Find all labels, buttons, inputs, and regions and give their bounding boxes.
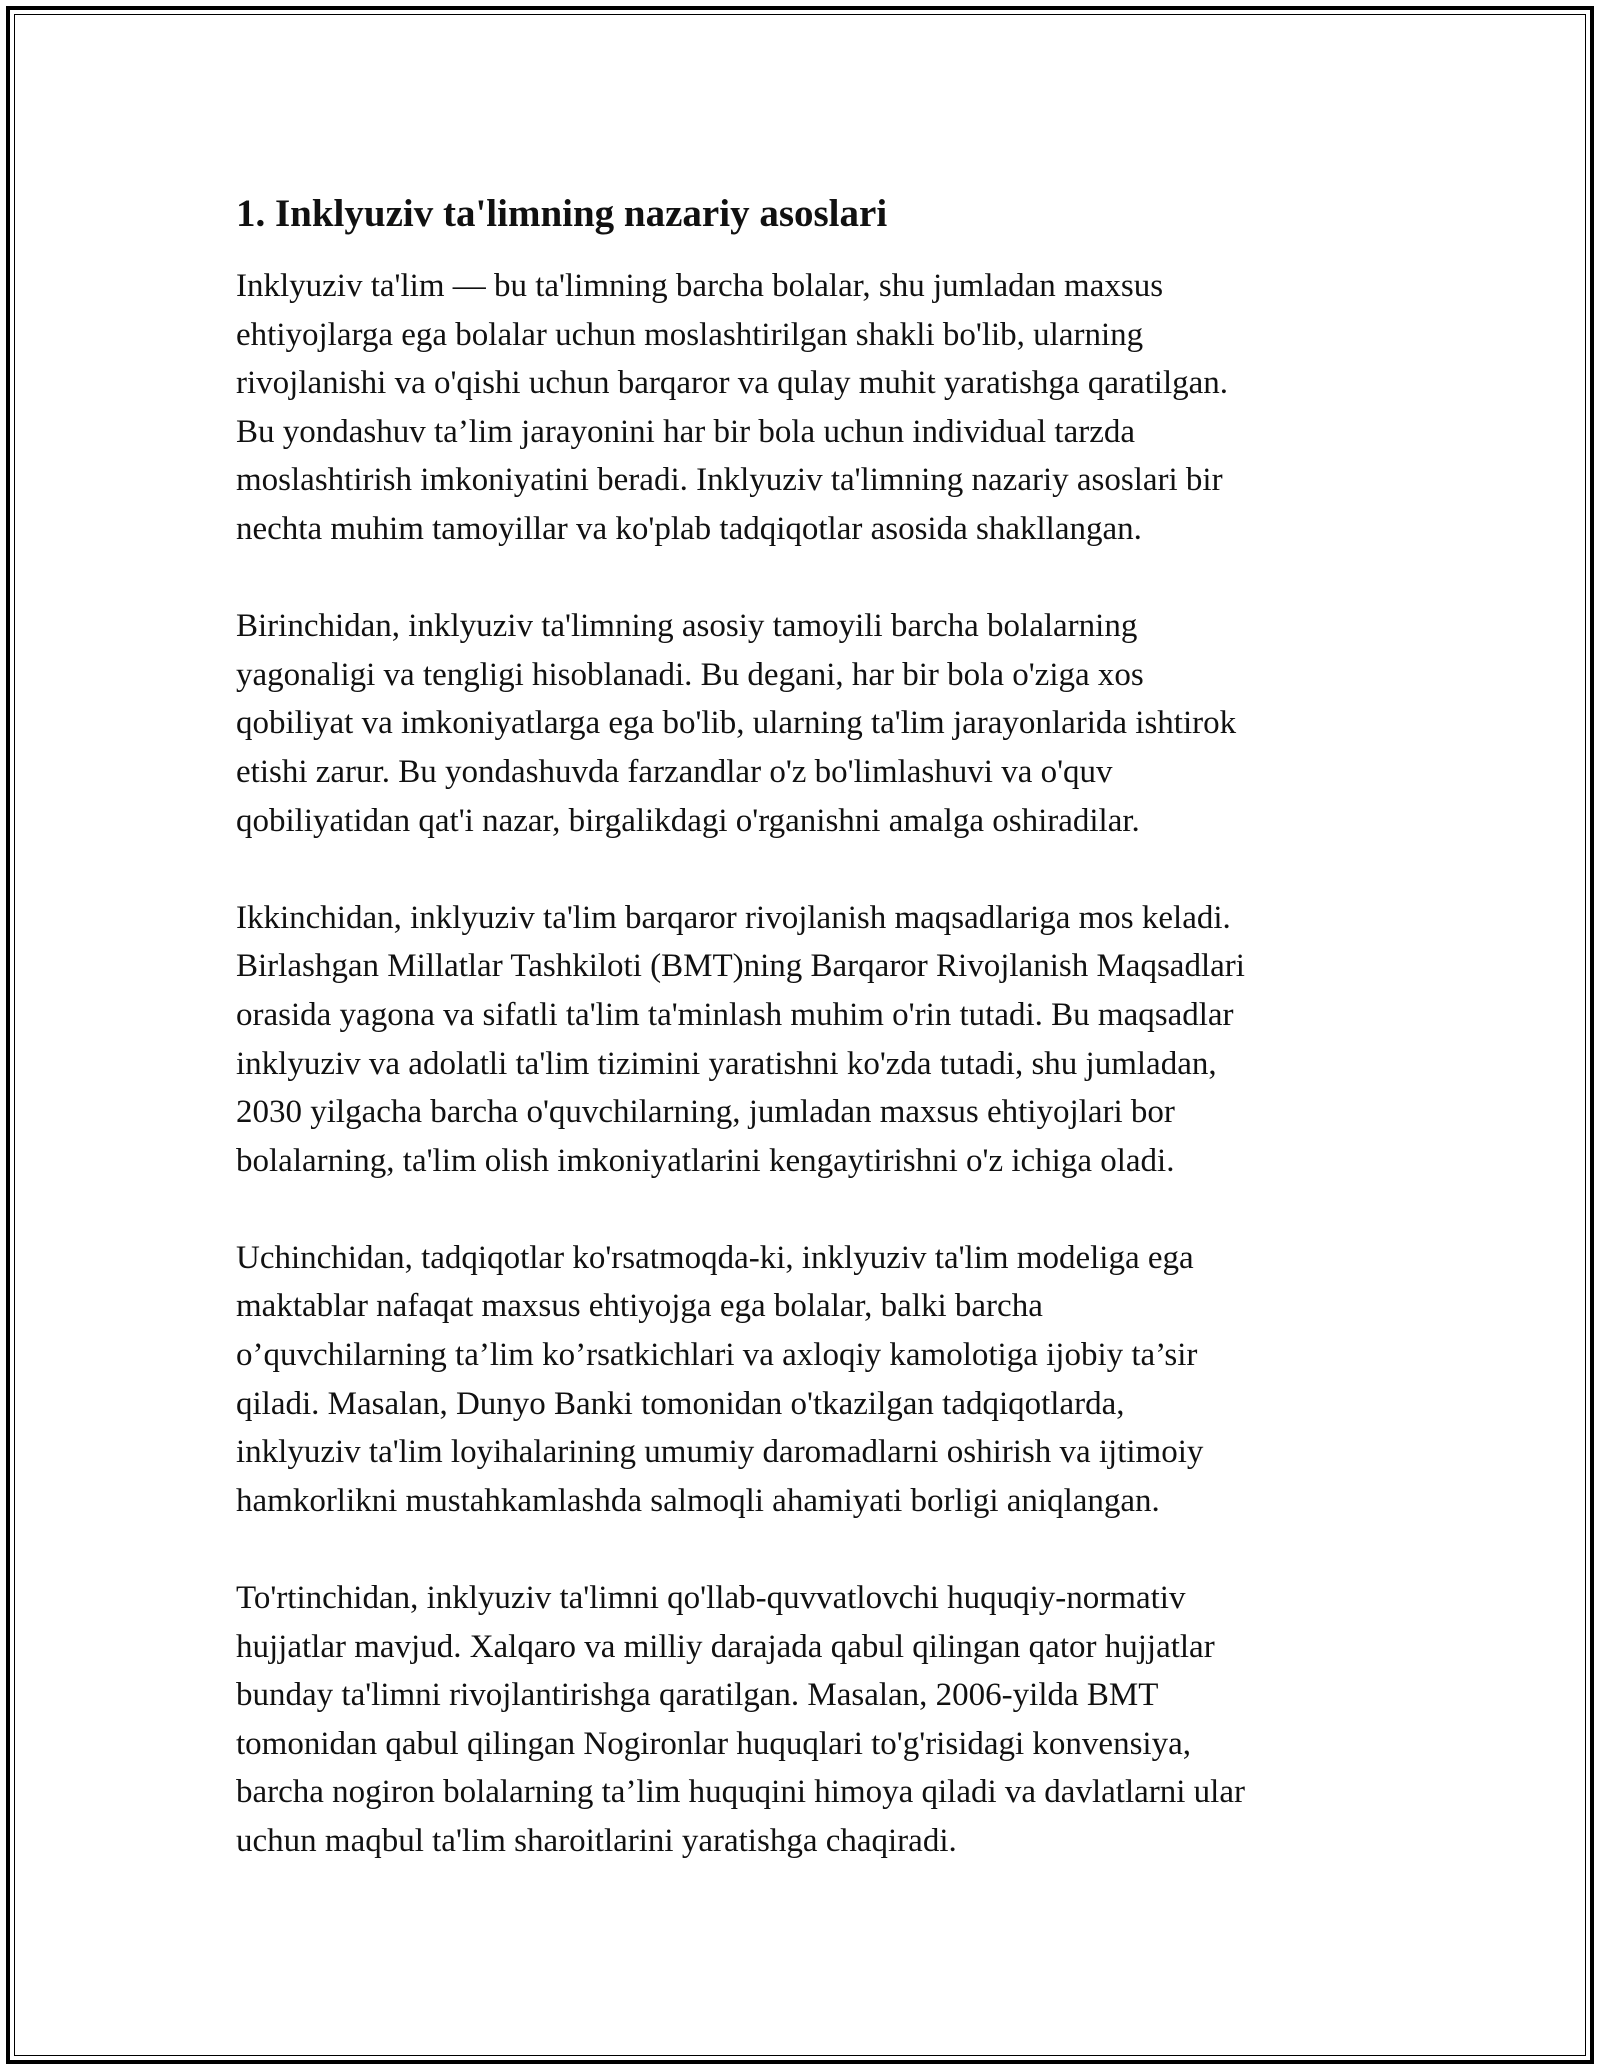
text-line: Inklyuziv ta'lim — bu ta'limning barcha bolalar, shu jumladan maxsus xyxy=(236,268,1164,304)
text-line: ehtiyojlarga ega bolalar uchun moslashtirilgan shakli bo'lib, ularning xyxy=(236,316,1144,353)
section-title: 1. Inklyuziv ta'limning nazariy asoslari xyxy=(236,192,888,235)
text-line: uchun maqbul ta'lim sharoitlarini yaratishga chaqiradi. xyxy=(236,1823,957,1859)
text-line: nechta muhim tamoyillar va ko'plab tadqiqotlar asosida shakllangan. xyxy=(236,510,1142,547)
text-line: inklyuziv va adolatli ta'lim tizimini yaratishni ko'zda tutadi, shu jumladan, xyxy=(236,1045,1217,1082)
paragraph-second xyxy=(236,894,1371,1186)
text-line: moslashtirish imkoniyatini beradi. Inklyuziv ta'limning nazariy asoslari bir xyxy=(236,462,1223,499)
text-line: To'rtinchidan, inklyuziv ta'limni qo'llab-quvvatlovchi huquqiy-normativ xyxy=(236,1580,1186,1617)
text-line: qiladi. Masalan, Dunyo Banki tomonidan o'tkazilgan tadqiqotlarda, xyxy=(236,1385,1125,1422)
text-line: barcha nogiron bolalarning ta’lim huquqini himoya qiladi va davlatlarni ular xyxy=(236,1774,1245,1811)
text-line: bolalarning, ta'lim olish imkoniyatlarini kengaytirishni o'z ichiga oladi. xyxy=(236,1142,1175,1179)
text-line: qobiliyatidan qat'i nazar, birgalikdagi o'rganishni amalga oshiradilar. xyxy=(236,802,1140,839)
text-line: Uchinchidan, tadqiqotlar ko'rsatmoqda-ki, inklyuziv ta'lim modeliga ega xyxy=(236,1239,1194,1276)
text-line: qobiliyat va imkoniyatlarga ega bo'lib, ularning ta'lim jarayonlarida ishtirok xyxy=(236,705,1237,742)
document-body xyxy=(236,184,1371,1914)
text-line: etishi zarur. Bu yondashuvda farzandlar o'z bo'limlashuvi va o'quv xyxy=(236,753,1113,790)
paragraph-first xyxy=(236,602,1371,845)
text-line: inklyuziv ta'lim loyihalarining umumiy daromadlarni oshirish va ijtimoiy xyxy=(236,1434,1204,1471)
text-line: o’quvchilarning ta’lim ko’rsatkichlari va axloqiy kamolotiga ijobiy ta’sir xyxy=(236,1337,1198,1374)
paragraph-fourth xyxy=(236,1574,1371,1866)
text-line: maktablar nafaqat maxsus ehtiyojga ega bolalar, balki barcha xyxy=(236,1288,1043,1325)
text-line: hujjatlar mavjud. Xalqaro va milliy darajada qabul qilingan qator hujjatlar xyxy=(236,1628,1215,1665)
text-line: yagonaligi va tengligi hisoblanadi. Bu degani, har bir bola o'ziga xos xyxy=(236,656,1144,693)
paragraph-third xyxy=(236,1234,1371,1526)
text-line: orasida yagona va sifatli ta'lim ta'minlash muhim o'rin tutadi. Bu maqsadlar xyxy=(236,996,1234,1033)
text-line: Ikkinchidan, inklyuziv ta'lim barqaror rivojlanish maqsadlariga mos keladi. xyxy=(236,899,1231,936)
text-line: rivojlanishi va o'qishi uchun barqaror va qulay muhit yaratishga qaratilgan. xyxy=(236,365,1229,402)
text-line: hamkorlikni mustahkamlashda salmoqli ahamiyati borligi aniqlangan. xyxy=(236,1482,1160,1519)
text-line: bunday ta'limni rivojlantirishga qaratilgan. Masalan, 2006-yilda BMT xyxy=(236,1677,1159,1714)
text-line: Birinchidan, inklyuziv ta'limning asosiy tamoyili barcha bolalarning xyxy=(236,608,1138,645)
text-line: Bu yondashuv ta’lim jarayonini har bir bola uchun individual tarzda xyxy=(236,413,1136,450)
paragraph-intro xyxy=(236,262,1371,554)
text-line: tomonidan qabul qilingan Nogironlar huquqlari to'g'risidagi konvensiya, xyxy=(236,1725,1191,1762)
text-line: Birlashgan Millatlar Tashkiloti (BMT)ning Barqaror Rivojlanish Maqsadlari xyxy=(236,948,1245,985)
text-line: 2030 yilgacha barcha o'quvchilarning, jumladan maxsus ehtiyojlari bor xyxy=(236,1094,1175,1131)
